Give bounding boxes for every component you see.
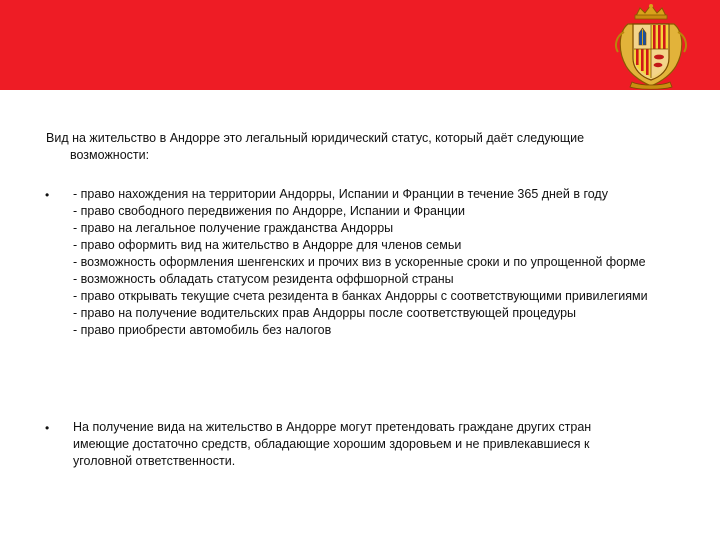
rights-item: - возможность оформления шенгенских и прочих виз в ускоренные сроки и по упрощенной форме xyxy=(73,255,646,269)
eligibility-line-2: имеющие достаточно средств, обладающие хорошим здоровьем и не привлекавшиеся к xyxy=(73,437,590,451)
intro-paragraph xyxy=(46,130,686,164)
rights-item: - право на получение водительских прав Андорры после соответствующей процедуры xyxy=(73,306,577,320)
bullet-2: • xyxy=(45,421,50,435)
intro-line-2: возможности: xyxy=(70,148,150,162)
rights-item: - право на легальное получение гражданства Андорры xyxy=(73,221,394,235)
eligibility-line-3: уголовной ответственности. xyxy=(73,454,236,468)
rights-item: - право свободного передвижения по Андорре, Испании и Франции xyxy=(73,204,466,218)
rights-item: - право оформить вид на жительство в Андорре для членов семьи xyxy=(73,238,462,252)
bullet-1: • xyxy=(45,188,50,202)
eligibility-line-1: На получение вида на жительство в Андорре могут претендовать граждане других стран xyxy=(73,420,592,434)
rights-item: - право нахождения на территории Андорры, Испании и Франции в течение 365 дней в году xyxy=(73,187,608,201)
rights-item: - право открывать текущие счета резидента в банках Андорры с соответствующими привилегиями xyxy=(73,289,648,303)
eligibility-paragraph xyxy=(73,419,688,470)
rights-item: - возможность обладать статусом резидента оффшорной страны xyxy=(73,272,454,286)
intro-line-1: Вид на жительство в Андорре это легальный юридический статус, который даёт следующие xyxy=(46,131,585,145)
rights-item: - право приобрести автомобиль без налогов xyxy=(73,323,332,337)
andorra-coat-of-arms-icon xyxy=(606,2,696,90)
rights-list xyxy=(73,186,688,339)
